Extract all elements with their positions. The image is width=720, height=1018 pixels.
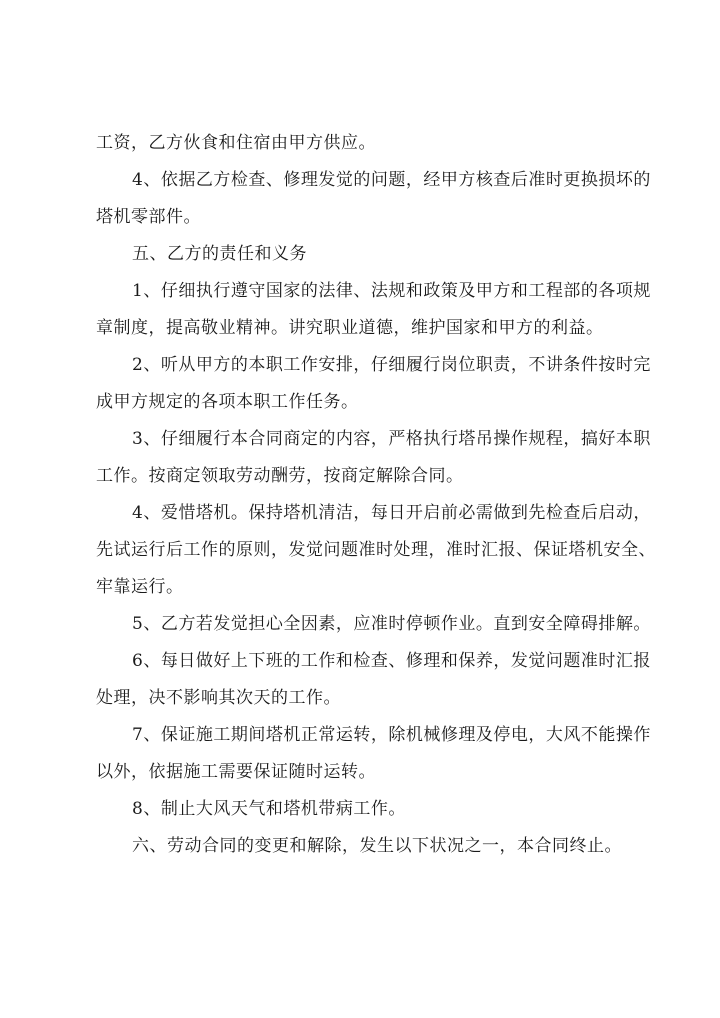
text-line: 成甲方规定的各项本职工作任务。 <box>96 392 359 412</box>
text-line: 处理，决不影响其次天的工作。 <box>96 688 341 708</box>
section-heading: 六、劳动合同的变更和解除，发生以下状况之一，本合同终止。 <box>132 836 622 856</box>
text-line: 工资，乙方伙食和住宿由甲方供应。 <box>96 133 376 153</box>
text-line: 7、保证施工期间塔机正常运转，除机械修理及停电，大风不能操作 <box>132 725 651 745</box>
text-line: 5、乙方若发觉担心全因素，应准时停顿作业。直到安全障碍排解。 <box>132 614 651 634</box>
text-line: 工作。按商定领取劳动酬劳，按商定解除合同。 <box>96 466 464 486</box>
document-body <box>96 125 656 865</box>
section-heading: 五、乙方的责任和义务 <box>132 244 307 264</box>
text-line: 3、仔细履行本合同商定的内容，严格执行塔吊操作规程，搞好本职 <box>132 429 651 449</box>
text-line: 章制度，提高敬业精神。讲究职业道德，维护国家和甲方的利益。 <box>96 318 604 338</box>
text-line: 4、爱惜塔机。保持塔机清洁，每日开启前必需做到先检查后启动， <box>132 503 651 523</box>
text-line: 以外，依据施工需要保证随时运转。 <box>96 762 376 782</box>
text-line: 4、依据乙方检查、修理发觉的问题，经甲方核查后准时更换损坏的 <box>132 170 651 190</box>
text-line: 牢靠运行。 <box>96 577 184 597</box>
text-line: 先试运行后工作的原则，发觉问题准时处理，准时汇报、保证塔机安全、 <box>96 540 656 560</box>
text-line: 1、仔细执行遵守国家的法律、法规和政策及甲方和工程部的各项规 <box>132 281 651 301</box>
text-line: 8、制止大风天气和塔机带病工作。 <box>132 799 406 819</box>
text-line: 塔机零部件。 <box>96 207 201 227</box>
text-line: 6、每日做好上下班的工作和检查、修理和保养，发觉问题准时汇报 <box>132 651 651 671</box>
text-line: 2、听从甲方的本职工作安排，仔细履行岗位职责，不讲条件按时完 <box>132 355 651 375</box>
